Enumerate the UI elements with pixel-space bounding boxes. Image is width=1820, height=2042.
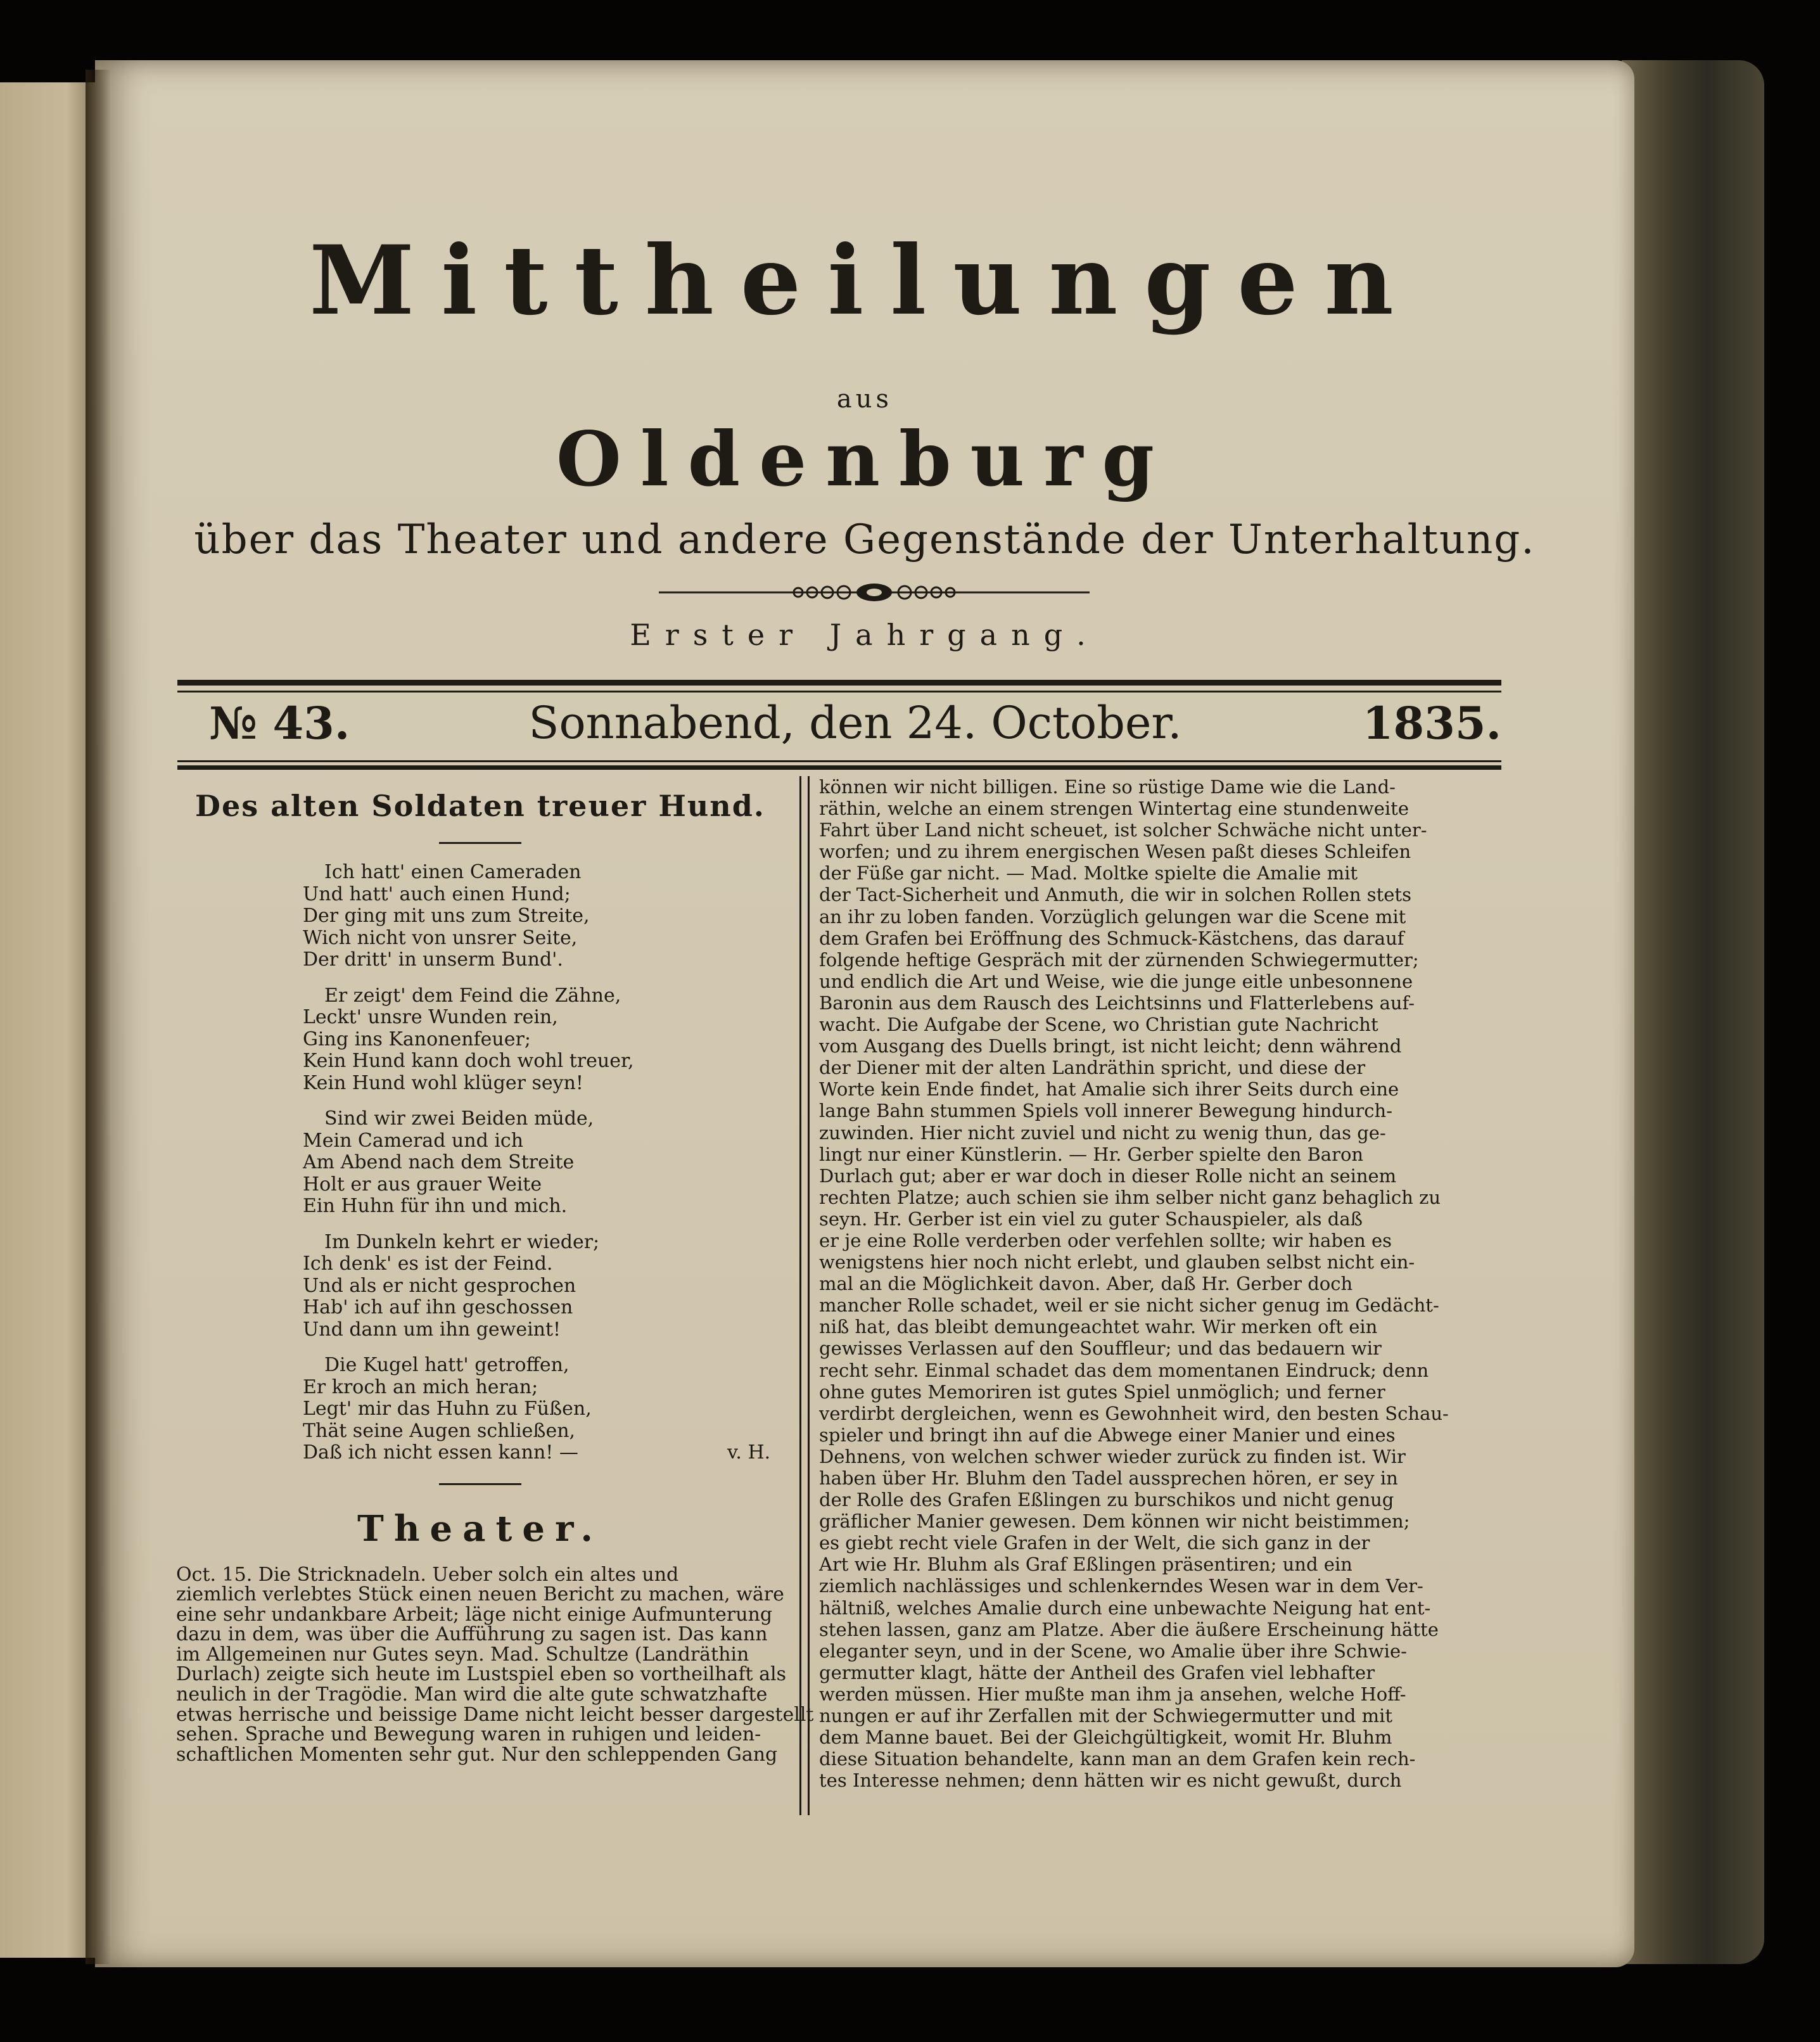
prose-line: können wir nicht billigen. Eine so rüstige Dame wie die Land- — [819, 776, 1396, 798]
prose-line: der Füße gar nicht. — Mad. Moltke spielte die Amalie mit — [819, 862, 1358, 884]
verse: Ich hatt' einen Cameraden — [324, 861, 582, 883]
prose-line: folgende heftige Gespräch mit der zürnenden Schwiegermutter; — [819, 948, 1419, 971]
prose-line: mal an die Möglichkeit davon. Aber, daß Hr. Gerber doch — [819, 1273, 1353, 1295]
prose-line: etwas herrische und beissige Dame nicht leicht besser dargestellt — [176, 1703, 814, 1726]
prose-line: gewisses Verlassen auf den Souffleur; und das bedauern wir — [819, 1337, 1382, 1360]
prose-line: lange Bahn stummen Spiels voll innerer Bewegung hindurch- — [819, 1100, 1392, 1122]
verse: Er kroch an mich heran; — [303, 1375, 538, 1398]
prose-line: hältniß, welches Amalie durch eine unbewachte Neigung hat ent- — [819, 1597, 1431, 1619]
verse: Und als er nicht gesprochen — [303, 1274, 576, 1297]
verse: Ein Huhn für ihn und mich. — [303, 1195, 568, 1217]
verse: Kein Hund kann doch wohl treuer, — [303, 1050, 634, 1072]
prose-line: tes Interesse nehmen; denn hätten wir es nicht gewußt, durch — [819, 1770, 1402, 1792]
prose-line: germutter klagt, hätte der Antheil des Grafen viel lebhafter — [819, 1661, 1375, 1683]
prose-line: spieler und bringt ihn auf die Abwege einer Manier und eines — [819, 1424, 1396, 1446]
poem-title: Des alten Soldaten treuer Hund. — [195, 789, 765, 823]
right-column — [819, 776, 1503, 1791]
verse: Thät seine Augen schließen, — [303, 1419, 576, 1442]
masthead-city: Oldenburg — [556, 415, 1173, 503]
prose-line: Dehnens, von welchen schwer wieder zurück zu finden ist. Wir — [819, 1445, 1406, 1467]
verse: Am Abend nach dem Streite — [303, 1151, 575, 1173]
prose-line: räthin, welche an einem strengen Wintertag eine stundenweite — [819, 798, 1409, 820]
header-rule-bottom-thin — [177, 760, 1501, 762]
prose-line: dem Manne bauet. Bei der Gleichgültigkeit, womit Hr. Bluhm — [819, 1726, 1392, 1749]
prose-line: diese Situation behandelte, kann man an dem Grafen kein rech- — [819, 1748, 1416, 1770]
prose-line: zuwinden. Hier nicht zuviel und nicht zu wenig thun, das ge- — [819, 1121, 1386, 1144]
prose-line: worfen; und zu ihrem energischen Wesen paßt dieses Schleifen — [819, 841, 1411, 863]
prose-line: neulich in der Tragödie. Man wird die alte gute schwatzhafte — [176, 1683, 768, 1706]
header-rule-bottom — [177, 765, 1501, 770]
left-column — [176, 776, 814, 1766]
poem-stanza — [303, 985, 784, 1095]
prose-line: lingt nur einer Künstlerin. — Hr. Gerber spielte den Baron — [819, 1143, 1364, 1165]
header-rule-top-thin — [177, 691, 1501, 692]
prose-line: stehen lassen, ganz am Platze. Aber die äußere Erscheinung hätte — [819, 1618, 1439, 1640]
prose-line: dazu in dem, was über die Aufführung zu sagen ist. Das kann — [176, 1623, 768, 1646]
prose-line: mancher Rolle schadet, weil er sie nicht sicher genug im Gedächt- — [819, 1294, 1439, 1317]
prose-line: haben über Hr. Bluhm den Tadel aussprechen hören, er sey in — [819, 1467, 1398, 1489]
masthead-subtitle: über das Theater und andere Gegenstände der Unterhaltung. — [194, 516, 1536, 563]
verse: Kein Hund wohl klüger seyn! — [303, 1071, 583, 1094]
prose-line: der Rolle des Grafen Eßlingen zu burschikos und nicht genug — [819, 1489, 1394, 1511]
prose-line: Fahrt über Land nicht scheuet, ist solcher Schwäche nicht unter- — [819, 819, 1427, 841]
book-edge — [1622, 60, 1764, 1964]
poem-signature: v. H. — [727, 1441, 771, 1464]
prose-line: der Tact-Sicherheit und Anmuth, die wir in solchen Rollen stets — [819, 884, 1411, 906]
prose-line: vom Ausgang des Duells bringt, ist nicht leicht; denn während — [819, 1035, 1402, 1057]
poem-rule — [439, 842, 521, 844]
prose-line: der Diener mit der alten Landräthin spricht, und diese der — [819, 1057, 1366, 1079]
verse-with-signature — [303, 1442, 784, 1464]
poem-stanza — [303, 1108, 784, 1218]
verse: Mein Camerad und ich — [303, 1129, 524, 1152]
prose-line: wenigstens hier noch nicht erlebt, und glauben selbst nicht ein- — [819, 1251, 1415, 1273]
verse: Holt er aus grauer Weite — [303, 1173, 542, 1196]
facing-page-edge — [0, 82, 95, 1958]
prose-line: eine sehr undankbare Arbeit; läge nicht einige Aufmunterung — [176, 1603, 773, 1626]
section-rule — [439, 1483, 521, 1485]
column-divider — [799, 776, 810, 1815]
prose-line: werden müssen. Hier mußte man ihm ja ansehen, welche Hoff- — [819, 1683, 1406, 1705]
ornament-divider-icon — [652, 580, 1096, 605]
prose-line: ziemlich verlebtes Stück einen neuen Bericht zu machen, wäre — [176, 1583, 784, 1606]
volume-label: Erster Jahrgang. — [630, 618, 1100, 652]
prose-line: eleganter seyn, und in der Scene, wo Amalie über ihre Schwie- — [819, 1640, 1407, 1662]
prose-line: wacht. Die Aufgabe der Scene, wo Christian gute Nachricht — [819, 1014, 1378, 1036]
prose-line: an ihr zu loben fanden. Vorzüglich gelungen war die Scene mit — [819, 905, 1406, 928]
prose-line: Durlach gut; aber er war doch in dieser Rolle nicht an seinem — [819, 1165, 1397, 1187]
prose-line: im Allgemeinen nur Gutes seyn. Mad. Schultze (Landräthin — [176, 1643, 749, 1666]
verse: Leckt' unsre Wunden rein, — [303, 1006, 558, 1028]
issue-year: 1835. — [1362, 697, 1501, 750]
masthead-title: Mittheilungen — [309, 225, 1420, 336]
verse: Ich denk' es ist der Feind. — [303, 1253, 553, 1275]
prose-line: Art wie Hr. Bluhm als Graf Eßlingen präsentiren; und ein — [819, 1554, 1352, 1576]
verse: Und hatt' auch einen Hund; — [303, 883, 571, 905]
verse: Die Kugel hatt' getroffen, — [324, 1354, 570, 1376]
prose-line: verdirbt dergleichen, wenn es Gewohnheit wird, den besten Schau- — [819, 1402, 1449, 1424]
prose-line: Worte kein Ende findet, hat Amalie sich ihrer Seits durch eine — [819, 1078, 1399, 1101]
poem-stanza — [303, 862, 784, 971]
page-gutter-shadow — [86, 70, 111, 1964]
prose-line: und endlich die Art und Weise, wie die junge eitle unbesonnene — [819, 970, 1413, 992]
verse: Daß ich nicht essen kann! — — [303, 1441, 578, 1464]
verse: Er zeigt' dem Feind die Zähne, — [324, 984, 621, 1007]
issue-number: № 43. — [209, 697, 350, 750]
verse: Im Dunkeln kehrt er wieder; — [324, 1230, 600, 1253]
prose-line: dem Grafen bei Eröffnung des Schmuck-Kästchens, das darauf — [819, 927, 1404, 949]
verse: Legt' mir das Huhn zu Füßen, — [303, 1398, 592, 1420]
prose-line: niß hat, das bleibt demungeachtet wahr. Wir merken oft ein — [819, 1316, 1378, 1338]
header-rule-top — [177, 680, 1501, 686]
section-title-theater: Theater. — [357, 1507, 603, 1550]
prose-line: Oct. 15. Die Stricknadeln. Ueber solch ein altes und — [176, 1563, 679, 1586]
newspaper-page — [95, 60, 1634, 1967]
prose-line: er je eine Rolle verderben oder verfehlen sollte; wir haben es — [819, 1229, 1392, 1251]
prose-line: sehen. Sprache und Bewegung waren in ruhigen und leiden- — [176, 1723, 761, 1746]
verse: Wich nicht von unsrer Seite, — [303, 926, 578, 949]
verse: Der ging mit uns zum Streite, — [303, 905, 590, 927]
issue-line — [209, 697, 1501, 757]
prose-line: seyn. Hr. Gerber ist ein viel zu guter Schauspieler, als daß — [819, 1208, 1363, 1230]
prose-line: schaftlichen Momenten sehr gut. Nur den schleppenden Gang — [176, 1743, 778, 1766]
verse: Hab' ich auf ihn geschossen — [303, 1296, 573, 1318]
masthead-aus: aus — [836, 385, 893, 414]
prose-line: Durlach) zeigte sich heute im Lustspiel eben so vortheilhaft als — [176, 1663, 787, 1686]
verse: Der dritt' in unserm Bund'. — [303, 948, 563, 971]
verse: Ging ins Kanonenfeuer; — [303, 1028, 531, 1050]
prose-line: rechten Platze; auch schien sie ihm selber nicht ganz behaglich zu — [819, 1186, 1441, 1208]
poem-stanza — [303, 1232, 784, 1341]
poem — [176, 862, 784, 1464]
verse: Sind wir zwei Beiden müde, — [324, 1107, 594, 1130]
prose-line: Baronin aus dem Rausch des Leichtsinns und Flatterlebens auf- — [819, 992, 1415, 1014]
prose-line: gräflicher Manier gewesen. Dem können wir nicht beistimmen; — [819, 1510, 1410, 1533]
prose-line: recht sehr. Einmal schadet das dem momentanen Eindruck; denn — [819, 1359, 1429, 1381]
prose-line: es giebt recht viele Grafen in der Welt, die sich ganz in der — [819, 1532, 1370, 1554]
prose-line: ohne gutes Memoriren ist gutes Spiel unmöglich; und ferner — [819, 1381, 1385, 1403]
poem-stanza — [303, 1355, 784, 1464]
issue-date: Sonnabend, den 24. October. — [528, 697, 1182, 749]
prose-line: ziemlich nachlässiges und schlenkerndes Wesen war in dem Ver- — [819, 1575, 1423, 1597]
verse: Und dann um ihn geweint! — [303, 1318, 561, 1341]
prose-line: nungen er auf ihr Zerfallen mit der Schwiegermutter und mit — [819, 1705, 1393, 1727]
